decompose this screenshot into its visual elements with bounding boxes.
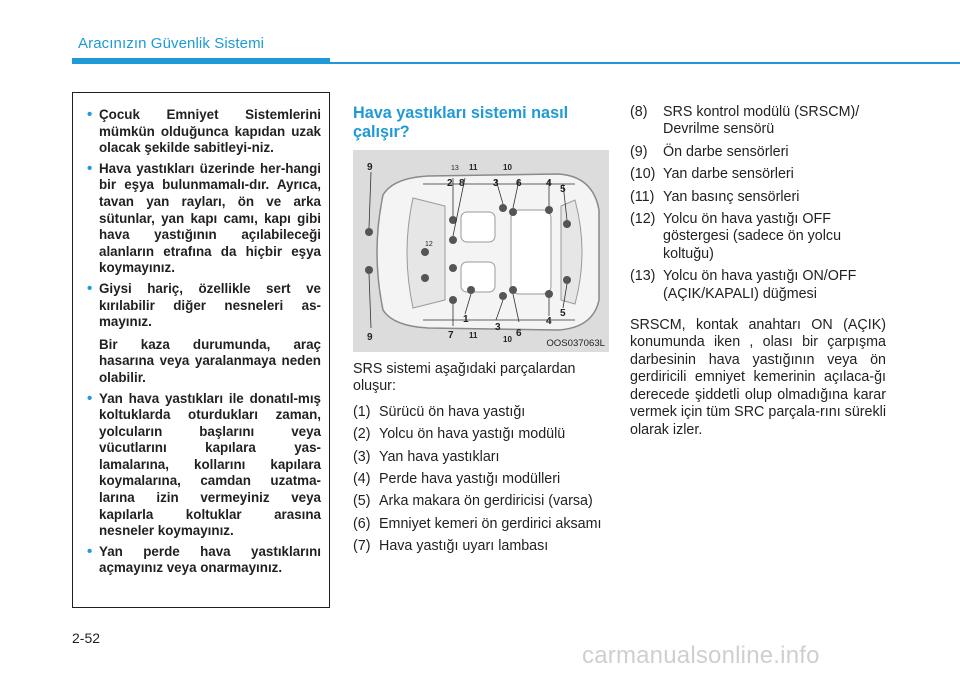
warning-box: [72, 92, 330, 608]
fig-label: 6: [516, 328, 522, 339]
fig-label: 3: [493, 178, 499, 189]
bullet-icon: •: [87, 106, 93, 123]
fig-label: 13: [451, 165, 459, 172]
item-number: (9): [630, 143, 648, 160]
section-title: Hava yastıkları sistemi nasıl çalışır?: [353, 104, 569, 141]
list-item: [630, 211, 886, 263]
fig-label: 10: [503, 163, 512, 172]
bullet-icon: •: [87, 159, 93, 177]
warning-item: [89, 161, 321, 277]
intro-text: SRS sistemi aşağıdaki parçalardan oluşur:: [353, 361, 576, 395]
watermark-text: carmanualsonline.info: [582, 642, 820, 669]
components-list-right: [630, 104, 886, 439]
warning-text: Giysi hariç, özellikle sert ve kırılabilir diğer nesneleri as-mayınız.: [99, 280, 321, 330]
item-text: Arka makara ön gerdiricisi (varsa): [379, 493, 593, 510]
item-text: Perde hava yastığı modülleri: [379, 471, 561, 488]
page-header-title: Aracınızın Güvenlik Sistemi: [78, 35, 265, 52]
item-number: (2): [353, 426, 371, 443]
warning-text: Yan perde hava yastıklarını açmayınız veya onarmayınız.: [99, 543, 321, 576]
list-item: [353, 449, 609, 466]
fig-label: 7: [448, 330, 454, 341]
fig-label: 11: [469, 163, 478, 172]
description-paragraph: SRSCM, kontak anahtarı ON (AÇIK) konumunda iken , olası bir çarpışma darbesinin hava yastığının veya ön gerdiricili emniyet kemerinin açılaca-ğı derecede şiddetli olup olmadığına karar vermek için tüm SRC parçala-rını sürekli olarak izler.: [630, 317, 886, 438]
fig-label: 4: [546, 316, 552, 327]
fig-label: 3: [495, 322, 501, 333]
fig-label: 6: [516, 178, 522, 189]
item-text: Yolcu ön hava yastığı modülü: [379, 426, 566, 443]
page-number: 2-52: [72, 630, 101, 646]
list-item: [630, 144, 886, 161]
list-item: [353, 426, 609, 443]
fig-label: 5: [560, 308, 566, 319]
bullet-icon: •: [87, 389, 93, 407]
item-number: (10): [630, 166, 656, 183]
item-text: Yolcu ön hava yastığı OFF göstergesi (sadece ön yolcu koltuğu): [663, 211, 842, 262]
item-text: Yan hava yastıkları: [379, 448, 500, 465]
list-item: [630, 189, 886, 206]
fig-label: 5: [560, 184, 566, 195]
list-item: [353, 516, 609, 533]
warning-text: Yan hava yastıkları ile donatıl-mış koltuklarda oturdukları zaman, yolcuların başlarını veya vücutlarını kapılara yas-lamalarına, kollarını kapılara koymalarına, camdan uzatma-larına izin vermeyiniz veya kapılarla koltuklar arasına nesneler koymayınız.: [99, 390, 321, 539]
item-text: Hava yastığı uyarı lambası: [379, 538, 549, 555]
warning-item: [89, 107, 321, 157]
car-top-view-illustration: [353, 150, 609, 352]
rear-bench-seat: [511, 210, 551, 294]
item-text: Yan basınç sensörleri: [663, 188, 800, 205]
warning-item: [89, 391, 321, 540]
fig-label: 12: [425, 241, 433, 248]
item-number: (8): [630, 104, 648, 120]
item-text: Ön darbe sensörleri: [663, 143, 789, 160]
warning-text: Hava yastıkları üzerinde her-hangi bir eşya bulunmamalı-dır. Ayrıca, tavan yan rayları, ön ve arka sütunlar, yan kapı camı, kapı gibi hava yastığının açılabileceği alanların etrafına da hiçbir eşya koymayınız.: [99, 160, 321, 276]
warning-subtext: Bir kaza durumunda, araç hasarına veya yaralanmaya neden olabilir.: [99, 336, 321, 385]
item-number: (3): [353, 448, 371, 465]
bullet-icon: •: [87, 542, 93, 560]
list-item: [630, 268, 886, 303]
components-list-left: [353, 361, 609, 561]
item-number: (7): [353, 538, 371, 555]
warning-item: [89, 281, 321, 331]
front-left-seat: [461, 212, 495, 242]
warning-item: [89, 544, 321, 577]
item-text: Sürücü ön hava yastığı: [379, 403, 526, 420]
list-item: [353, 538, 609, 555]
item-number: (13): [630, 268, 656, 285]
header-accent-bar: [72, 58, 330, 64]
airbag-diagram: [353, 150, 609, 352]
front-right-seat: [461, 262, 495, 292]
list-item: [630, 166, 886, 183]
item-number: (12): [630, 211, 656, 228]
header-rule: [330, 62, 960, 64]
item-number: (1): [353, 403, 371, 420]
item-text: SRS kontrol modülü (SRSCM)/ Devrilme sensörü: [663, 104, 860, 138]
fig-label: 2: [447, 178, 453, 189]
item-number: (5): [353, 493, 371, 510]
rear-window: [561, 200, 582, 304]
list-item: [353, 493, 609, 510]
item-text: Yolcu ön hava yastığı ON/OFF (AÇIK/KAPALI) düğmesi: [663, 268, 857, 302]
list-item: [353, 404, 609, 421]
list-item: [630, 104, 886, 139]
item-text: Emniyet kemeri ön gerdirici aksamı: [379, 515, 602, 532]
warning-text: Çocuk Emniyet Sistemlerini mümkün olduğunca kapıdan uzak olacak şekilde sabitleyi-niz.: [99, 107, 321, 156]
fig-label: 8: [459, 178, 465, 189]
fig-label: 11: [469, 331, 478, 340]
item-number: (11): [630, 188, 655, 205]
list-item: [353, 471, 609, 488]
figure-code: OOS037063L: [546, 338, 605, 349]
fig-label: 4: [546, 178, 552, 189]
fig-label: 9: [367, 332, 373, 343]
fig-label: 1: [463, 314, 469, 325]
bullet-icon: •: [87, 279, 93, 297]
fig-label: 10: [503, 335, 512, 344]
item-text: Yan darbe sensörleri: [663, 166, 794, 183]
item-number: (6): [353, 515, 371, 532]
fig-label: 9: [367, 162, 373, 173]
item-number: (4): [353, 471, 371, 488]
